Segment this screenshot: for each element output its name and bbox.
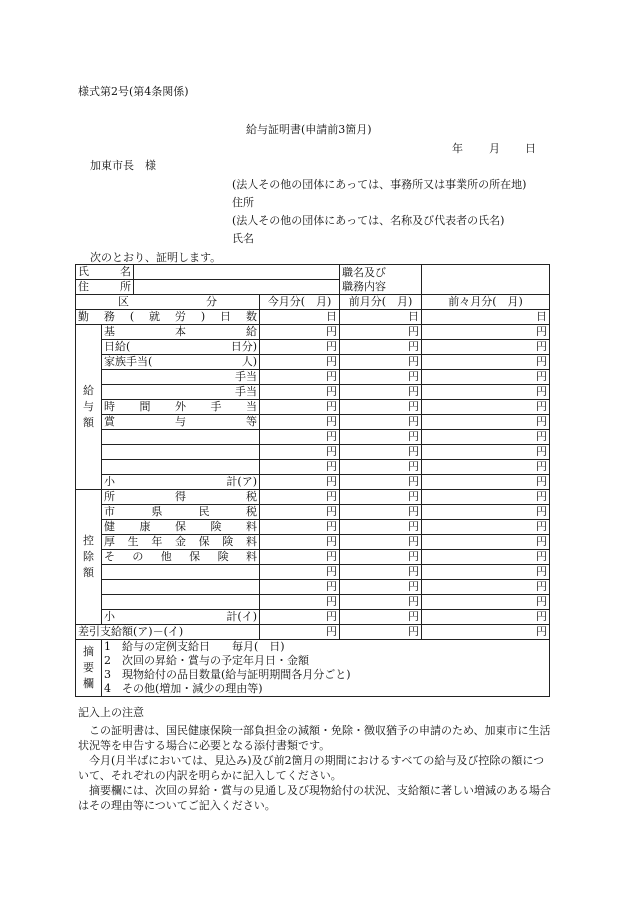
pay-group-label — [76, 325, 102, 490]
memo-item: 3 現物給付の品目数量(給与証明期間各月分ごと) — [104, 668, 351, 681]
table-row — [76, 325, 550, 340]
salary-table — [75, 264, 550, 697]
amount-last-month: 円 — [340, 460, 422, 475]
label-part: そ — [104, 550, 115, 563]
label-part: 住 — [78, 280, 89, 293]
form-number: 様式第2号(第4条関係) — [78, 85, 189, 98]
amount-month-before: 円 — [422, 520, 550, 535]
label-part: 保 — [198, 535, 210, 548]
days-this-month: 日 — [260, 310, 340, 325]
label-part: ) — [200, 310, 206, 323]
label-part: 数 — [245, 310, 257, 323]
label-part: 務 — [103, 310, 115, 323]
table-row — [76, 520, 550, 535]
label-part: 県 — [151, 505, 163, 518]
table-row — [76, 445, 550, 460]
issuer-name-note: (法人その他の団体にあっては、名称及び代表者の氏名) — [232, 214, 505, 227]
table-row — [76, 355, 550, 370]
label-part: ( — [129, 310, 135, 323]
table-row — [76, 490, 550, 505]
amount-month-before: 円 — [422, 550, 550, 565]
amount-month-before: 円 — [422, 400, 550, 415]
job-label-line: 職名及び — [342, 265, 386, 279]
label-part: 所 — [120, 280, 131, 293]
vertical-label-char: 控 — [83, 534, 94, 547]
label-part: 就 — [149, 310, 161, 323]
table-row — [76, 610, 550, 625]
item-label — [102, 610, 260, 625]
label-part: 日分) — [230, 340, 257, 353]
label-part: 厚 — [104, 535, 115, 548]
table-row — [76, 580, 550, 595]
amount-this-month: 円 — [260, 370, 340, 385]
amount-month-before: 円 — [422, 460, 550, 475]
table-row — [76, 595, 550, 610]
amount-this-month: 円 — [260, 355, 340, 370]
label-part: 日給( — [104, 340, 131, 353]
amount-this-month: 円 — [260, 505, 340, 520]
issuer-name-label: 氏名 — [232, 232, 254, 245]
item-label — [102, 415, 260, 430]
vertical-label-char: 要 — [83, 661, 94, 674]
table-row — [76, 340, 550, 355]
item-label-blank — [102, 580, 260, 595]
label-part: 人) — [241, 355, 257, 368]
days-month-before: 日 — [422, 310, 550, 325]
label-part: 生 — [127, 535, 139, 548]
amount-this-month: 円 — [260, 430, 340, 445]
table-row — [76, 385, 550, 400]
item-label-blank — [102, 595, 260, 610]
label-part: 等 — [246, 415, 257, 428]
vertical-label-char: 給 — [83, 384, 94, 397]
issuer-address-label: 住所 — [232, 196, 254, 209]
amount-this-month: 円 — [260, 490, 340, 505]
days-last-month: 日 — [340, 310, 422, 325]
amount-last-month: 円 — [340, 475, 422, 490]
table-row — [76, 565, 550, 580]
amount-last-month: 円 — [340, 370, 422, 385]
amount-this-month: 円 — [260, 340, 340, 355]
label-part: 保 — [175, 520, 186, 533]
label-part: 日 — [220, 310, 232, 323]
month-before-header: 前々月分( 月) — [422, 295, 550, 310]
table-row — [76, 265, 550, 280]
label-part: 市 — [104, 505, 115, 518]
label-part: 労 — [174, 310, 186, 323]
item-label — [102, 400, 260, 415]
label-part: 氏 — [78, 265, 89, 278]
amount-this-month: 円 — [260, 325, 340, 340]
note-paragraph: 摘要欄には、次回の昇給・賞与の見通し及び現物給付の状況、支給額に著しい増減のある場合はその理由等についてご記入ください。 — [78, 784, 551, 812]
memo-item: 1 給与の定例支給日 毎月( 日) — [104, 640, 285, 653]
memo-content — [102, 640, 550, 697]
table-row — [76, 535, 550, 550]
label-part: 保 — [189, 550, 201, 563]
table-row — [76, 415, 550, 430]
label-part: 険 — [217, 550, 229, 563]
table-row — [76, 640, 550, 697]
job-field — [422, 265, 550, 295]
amount-last-month: 円 — [340, 505, 422, 520]
label-part: 小 — [104, 610, 115, 623]
amount-last-month: 円 — [340, 520, 422, 535]
amount-last-month: 円 — [340, 355, 422, 370]
issuer-address-note: (法人その他の団体にあっては、事務所又は事業所の所在地) — [232, 178, 527, 191]
amount-month-before: 円 — [422, 595, 550, 610]
item-label — [102, 340, 260, 355]
this-month-header: 今月分( 月) — [260, 295, 340, 310]
item-label — [102, 505, 260, 520]
table-row — [76, 460, 550, 475]
label-part: 手当 — [235, 385, 257, 398]
addressee: 加東市長 様 — [90, 159, 156, 172]
note-paragraph: この証明書は、国民健康保険一部負担金の減額・免除・徴収猶予の申請のため、加東市に生活状況等を申告する場合に必要となる添付書類です。 — [78, 724, 551, 752]
memo-item: 2 次回の昇給・賞与の予定年月日・金額 — [104, 654, 309, 667]
amount-month-before: 円 — [422, 565, 550, 580]
vertical-label-char: 額 — [83, 566, 94, 579]
item-label — [102, 490, 260, 505]
amount-this-month: 円 — [260, 520, 340, 535]
amount-last-month: 円 — [340, 430, 422, 445]
amount-this-month: 円 — [260, 580, 340, 595]
amount-this-month: 円 — [260, 415, 340, 430]
label-part: 小 — [104, 475, 115, 488]
date-day: 日 — [525, 142, 536, 155]
label-part: の — [132, 550, 144, 563]
item-label-blank — [102, 445, 260, 460]
label-part: 税 — [246, 490, 257, 503]
label-part: 他 — [160, 550, 172, 563]
amount-last-month: 円 — [340, 535, 422, 550]
net-last-month: 円 — [340, 625, 422, 640]
amount-month-before: 円 — [422, 415, 550, 430]
label-part: 民 — [198, 505, 210, 518]
amount-last-month: 円 — [340, 385, 422, 400]
label-part: 計(ア) — [226, 475, 257, 488]
amount-month-before: 円 — [422, 475, 550, 490]
amount-last-month: 円 — [340, 595, 422, 610]
label-part: 与 — [175, 415, 186, 428]
item-label — [102, 355, 260, 370]
label-part: 険 — [210, 520, 222, 533]
label-part: 外 — [175, 400, 186, 413]
amount-this-month: 円 — [260, 400, 340, 415]
name-field — [134, 265, 340, 280]
label-part: 険 — [222, 535, 234, 548]
item-label-blank — [102, 460, 260, 475]
label-part: 時 — [104, 400, 115, 413]
table-row — [76, 430, 550, 445]
amount-last-month: 円 — [340, 490, 422, 505]
label-part: 給 — [246, 325, 257, 338]
label-part: 賞 — [104, 415, 115, 428]
date-month: 月 — [489, 142, 500, 155]
item-label — [102, 475, 260, 490]
date-year: 年 — [452, 142, 463, 155]
vertical-label-char: 摘 — [83, 645, 94, 658]
vertical-label-char: 除 — [83, 550, 94, 563]
intro-text: 次のとおり、証明します。 — [90, 251, 222, 264]
amount-this-month: 円 — [260, 595, 340, 610]
amount-month-before: 円 — [422, 505, 550, 520]
amount-this-month: 円 — [260, 610, 340, 625]
item-label-blank — [102, 430, 260, 445]
address-label — [76, 280, 134, 295]
amount-last-month: 円 — [340, 415, 422, 430]
label-part: 税 — [245, 505, 257, 518]
amount-last-month: 円 — [340, 610, 422, 625]
amount-last-month: 円 — [340, 550, 422, 565]
net-month-before: 円 — [422, 625, 550, 640]
last-month-header: 前月分( 月) — [340, 295, 422, 310]
memo-item: 4 その他(増加・減少の理由等) — [104, 682, 263, 695]
amount-this-month: 円 — [260, 385, 340, 400]
label-part: 金 — [174, 535, 186, 548]
label-part: 料 — [245, 535, 257, 548]
amount-month-before: 円 — [422, 370, 550, 385]
label-part: 所 — [104, 490, 115, 503]
amount-this-month: 円 — [260, 475, 340, 490]
table-row — [76, 370, 550, 385]
deduction-group-label — [76, 490, 102, 625]
label-part: 勤 — [78, 310, 89, 323]
notes-title: 記入上の注意 — [78, 706, 144, 719]
job-label-line: 職務内容 — [342, 279, 386, 293]
label-part: 家族手当( — [104, 355, 153, 368]
amount-month-before: 円 — [422, 325, 550, 340]
amount-last-month: 円 — [340, 325, 422, 340]
address-field — [134, 280, 340, 295]
amount-month-before: 円 — [422, 355, 550, 370]
item-label — [102, 385, 260, 400]
amount-this-month: 円 — [260, 550, 340, 565]
table-row — [76, 505, 550, 520]
label-part: 料 — [245, 550, 257, 563]
item-label — [102, 535, 260, 550]
amount-last-month: 円 — [340, 445, 422, 460]
amount-this-month: 円 — [260, 460, 340, 475]
kubun-header — [76, 295, 260, 310]
vertical-label-char: 欄 — [83, 677, 94, 690]
label-part: 本 — [175, 325, 186, 338]
notes-section — [78, 705, 554, 813]
label-part: 基 — [104, 325, 115, 338]
work-days-label — [76, 310, 260, 325]
item-label — [102, 325, 260, 340]
amount-last-month: 円 — [340, 400, 422, 415]
net-this-month: 円 — [260, 625, 340, 640]
item-label — [102, 550, 260, 565]
table-row — [76, 400, 550, 415]
item-label — [102, 520, 260, 535]
label-part: 分 — [206, 295, 217, 308]
label-part: 康 — [139, 520, 151, 533]
document-title: 給与証明書(申請前3箇月) — [246, 123, 372, 136]
amount-last-month: 円 — [340, 580, 422, 595]
amount-last-month: 円 — [340, 340, 422, 355]
label-part: 区 — [118, 295, 129, 308]
vertical-label-char: 与 — [83, 400, 94, 413]
label-part: 計(イ) — [226, 610, 257, 623]
table-row — [76, 475, 550, 490]
amount-month-before: 円 — [422, 490, 550, 505]
table-row — [76, 295, 550, 310]
label-part: 手当 — [235, 370, 257, 383]
amount-month-before: 円 — [422, 445, 550, 460]
amount-last-month: 円 — [340, 565, 422, 580]
table-row — [76, 310, 550, 325]
label-part: 間 — [139, 400, 151, 413]
memo-label — [76, 640, 102, 697]
label-part: 当 — [246, 400, 257, 413]
label-part: 手 — [210, 400, 222, 413]
job-label — [340, 265, 422, 295]
item-label — [102, 370, 260, 385]
amount-month-before: 円 — [422, 430, 550, 445]
label-part: 健 — [104, 520, 115, 533]
label-part: 料 — [246, 520, 257, 533]
amount-month-before: 円 — [422, 580, 550, 595]
name-label — [76, 265, 134, 280]
amount-month-before: 円 — [422, 385, 550, 400]
net-pay-label: 差引支給額(ア)－(イ) — [76, 625, 260, 640]
vertical-label-char: 額 — [83, 416, 94, 429]
amount-month-before: 円 — [422, 610, 550, 625]
table-row — [76, 625, 550, 640]
note-paragraph: 今月(月半ばにおいては、見込み)及び前2箇月の期間におけるすべての給与及び控除の額について、それぞれの内訳を明らかに記入してください。 — [78, 754, 545, 782]
amount-this-month: 円 — [260, 535, 340, 550]
label-part: 年 — [151, 535, 163, 548]
amount-this-month: 円 — [260, 565, 340, 580]
amount-month-before: 円 — [422, 340, 550, 355]
item-label-blank — [102, 565, 260, 580]
label-part: 得 — [175, 490, 186, 503]
label-part: 名 — [120, 265, 131, 278]
amount-this-month: 円 — [260, 445, 340, 460]
amount-month-before: 円 — [422, 535, 550, 550]
table-row — [76, 550, 550, 565]
